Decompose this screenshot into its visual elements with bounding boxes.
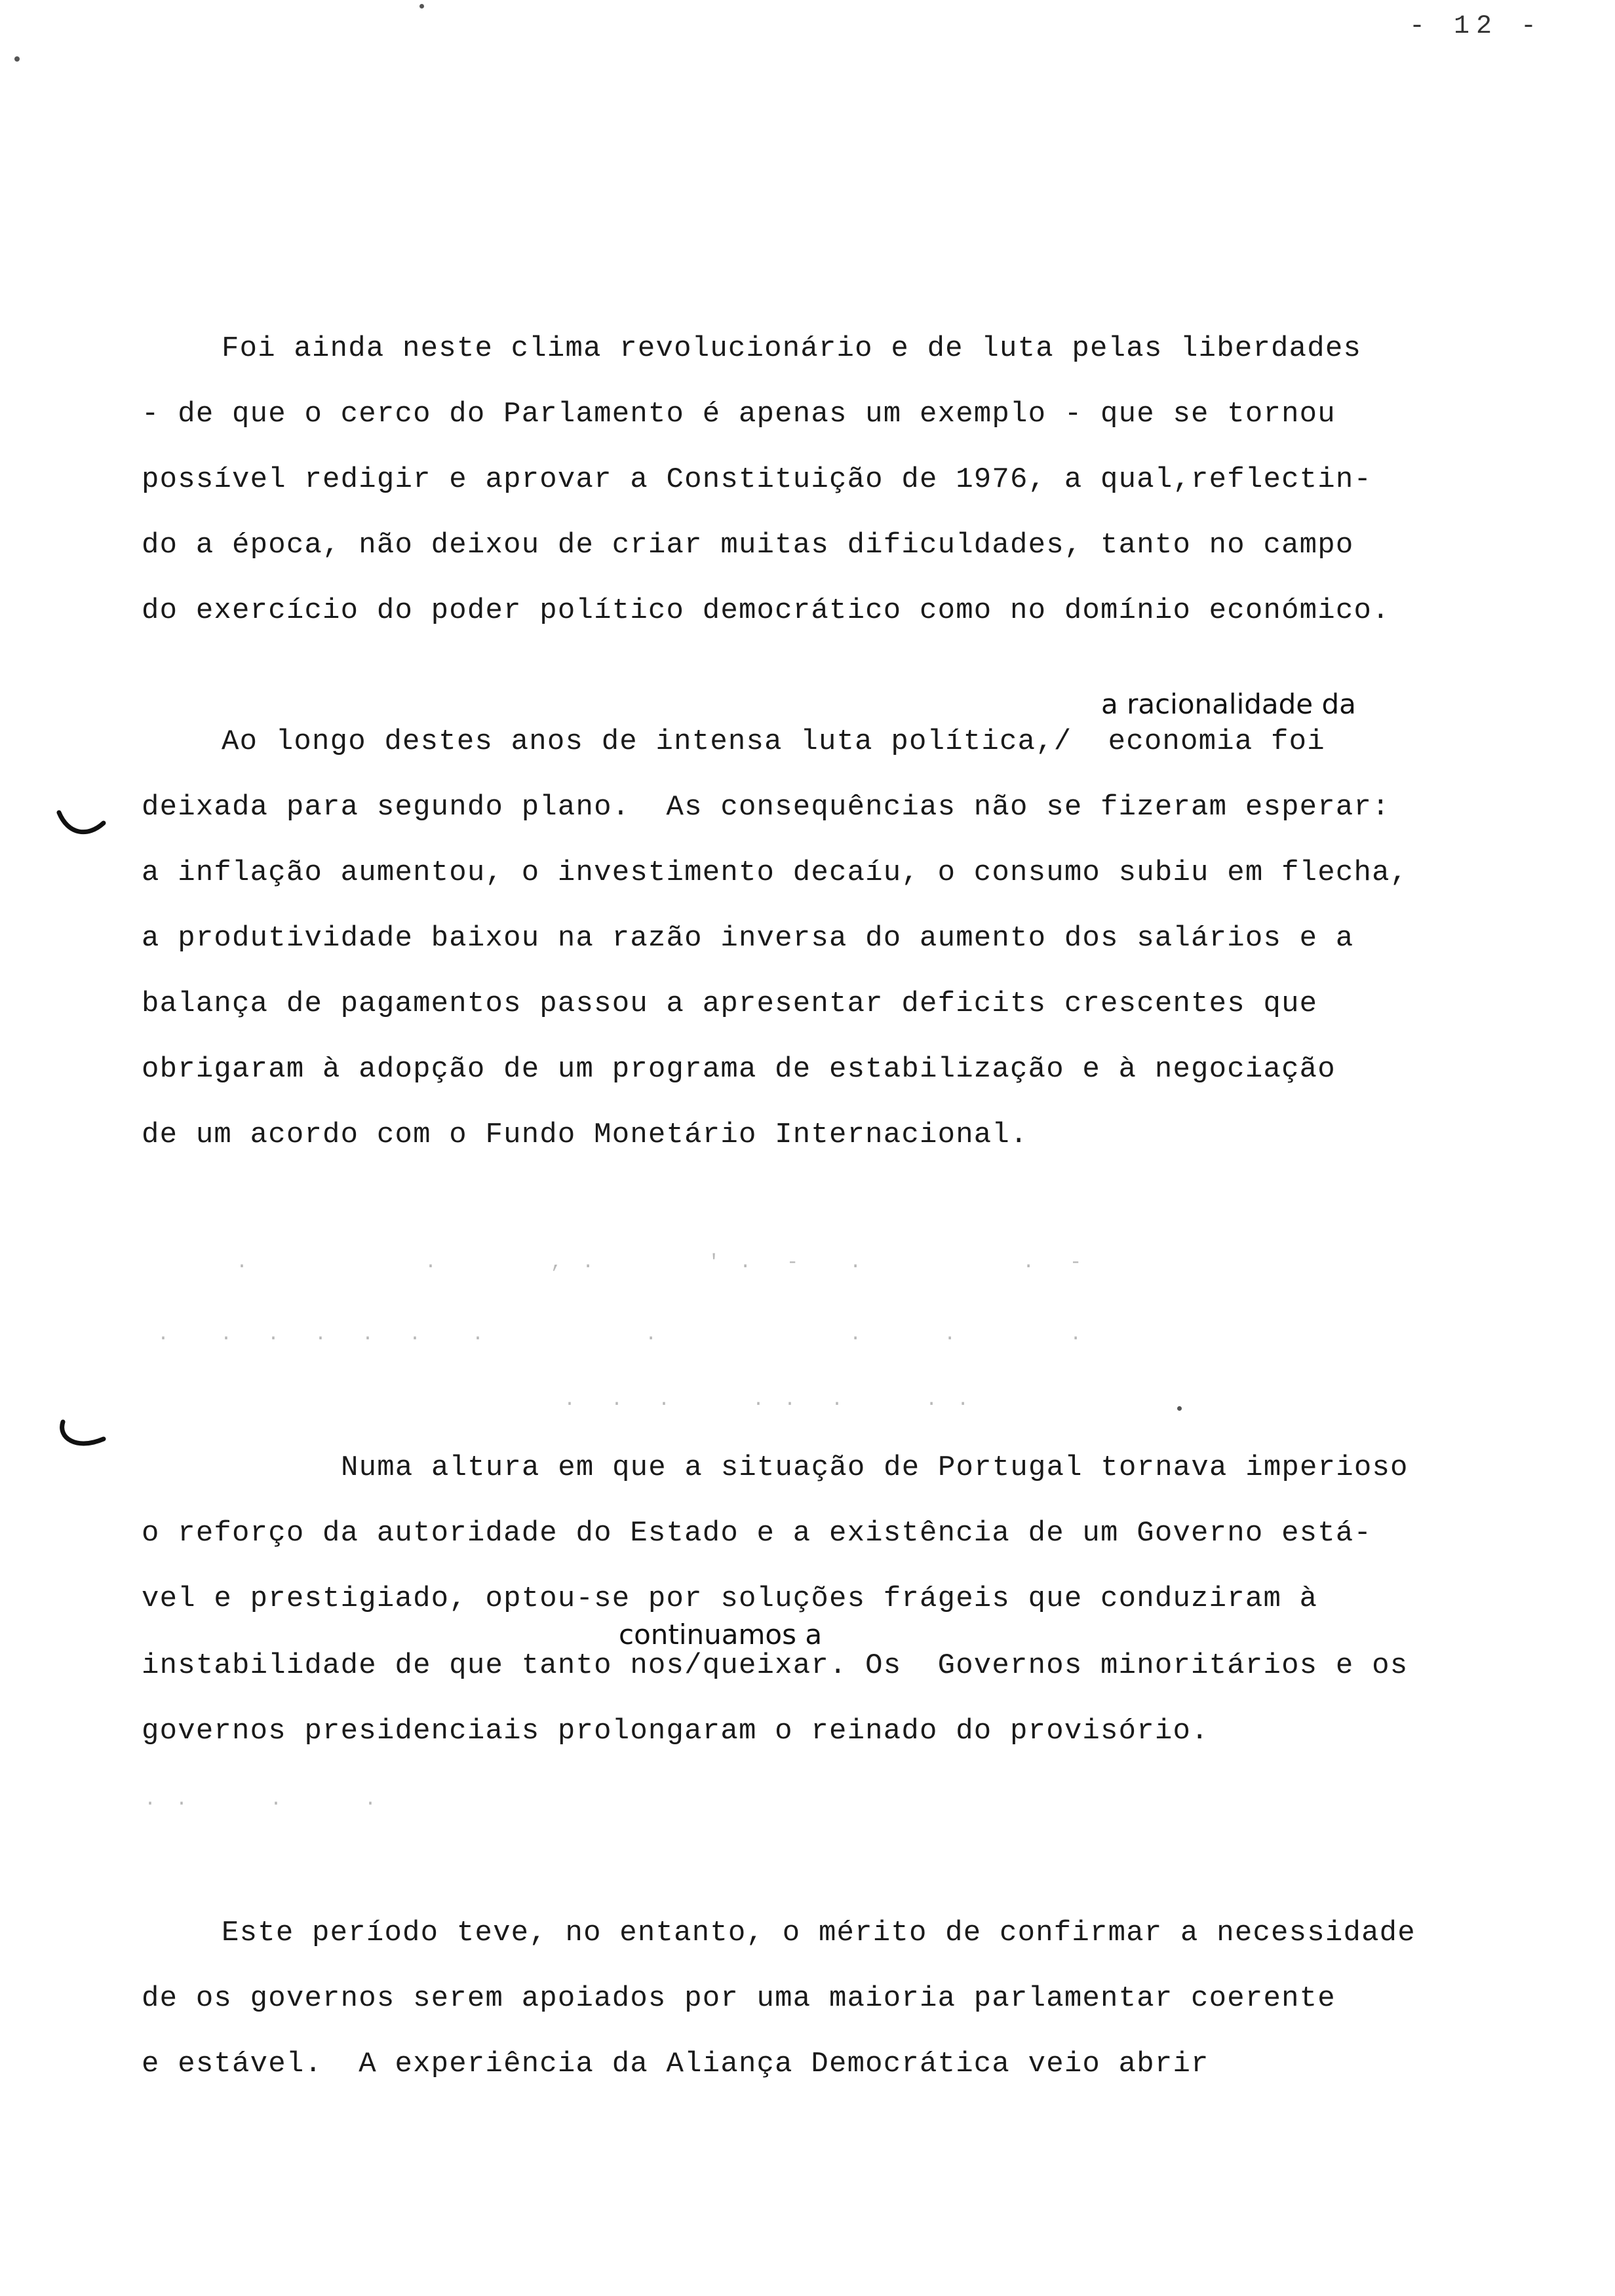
text-line: Este período teve, no entanto, o mérito de confirmar a necessidade [222,1917,1416,1949]
erased-text-traces: . . . . [144,1789,381,1811]
text-line: a inflação aumentou, o investimento decaíu, o consumo subiu em flecha, [142,856,1409,889]
margin-bracket-mark [56,1418,109,1457]
ink-speck [14,56,20,62]
text-line: o reforço da autoridade do Estado e a existência de um Governo está- [142,1517,1372,1550]
text-line: Numa altura em que a situação de Portugal tornava imperioso [341,1451,1409,1484]
erased-text-traces: . . , . ' . - . . - [236,1252,1086,1274]
text-line: e estável. A experiência da Aliança Democrática veio abrir [142,2048,1209,2080]
handwritten-insertion: a racionalidade da [1101,688,1356,720]
text-line: Foi ainda neste clima revolucionário e de luta pelas liberdades [222,332,1362,365]
text-line: de um acordo com o Fundo Monetário Internacional. [142,1119,1028,1151]
text-line: instabilidade de que tanto nos/queixar. Os Governos minoritários e os [142,1649,1409,1682]
text-line: obrigaram à adopção de um programa de estabilização e à negociação [142,1053,1336,1086]
text-line: governos presidenciais prolongaram o reinado do provisório. [142,1715,1209,1748]
text-line: - de que o cerco do Parlamento é apenas um exemplo - que se tornou [142,398,1336,430]
page-number: - 12 - [1409,12,1544,41]
text-line: do exercício do poder político democrático como no domínio económico. [142,594,1390,627]
margin-bracket-mark [55,809,107,841]
erased-text-traces: . . . . . . . . [564,1389,973,1411]
erased-text-traces: . . . . . . . . . . . [157,1324,1086,1346]
ink-speck [1177,1406,1182,1411]
text-line: Ao longo destes anos de intensa luta política,/ economia foi [222,725,1325,758]
handwritten-insertion: continuamos a [619,1618,823,1651]
text-line: vel e prestigiado, optou-se por soluções frágeis que conduziram à [142,1582,1318,1615]
text-line: a produtividade baixou na razão inversa do aumento dos salários e a [142,922,1354,955]
text-line: balança de pagamentos passou a apresentar deficits crescentes que [142,987,1318,1020]
ink-speck [419,4,424,9]
text-line: deixada para segundo plano. As consequências não se fizeram esperar: [142,791,1390,824]
text-line: do a época, não deixou de criar muitas dificuldades, tanto no campo [142,529,1354,562]
text-line: possível redigir e aprovar a Constituição de 1976, a qual,reflectin- [142,463,1372,496]
text-line: de os governos serem apoiados por uma maioria parlamentar coerente [142,1982,1336,2015]
